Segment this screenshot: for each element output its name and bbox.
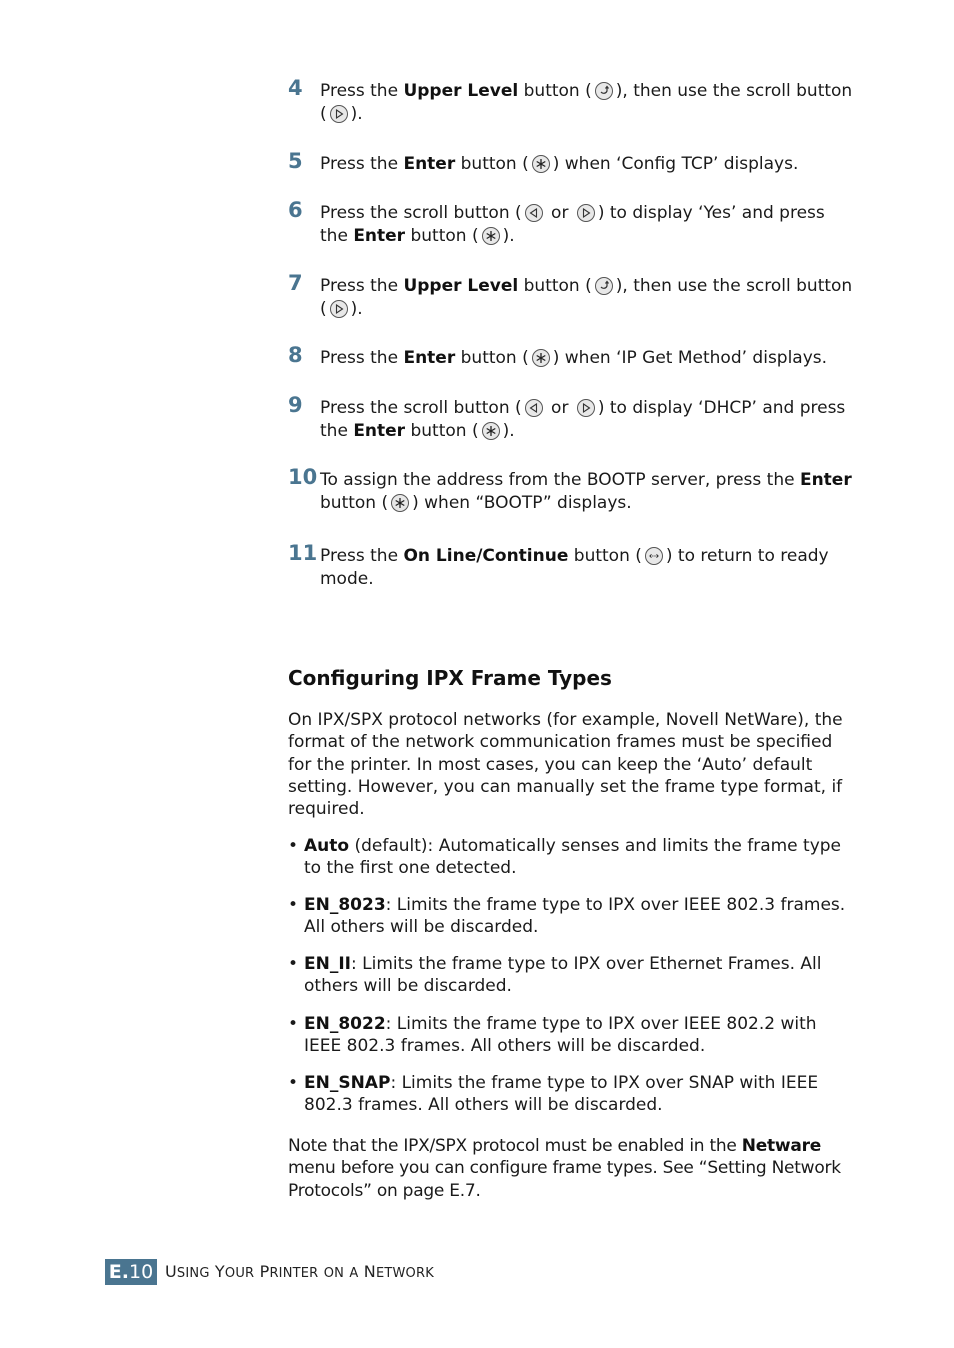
step-4 <box>288 76 858 125</box>
upper-level-icon <box>595 82 613 100</box>
scroll-right-icon <box>330 300 348 318</box>
list-item-en8023: • EN_8023: Limits the frame type to IPX over IEEE 802.3 frames. All others will be discarded. <box>288 895 846 938</box>
list-item-auto: • Auto (default): Automatically senses and limits the frame type to the first one detected. <box>288 836 842 879</box>
scroll-right-icon <box>577 204 595 222</box>
bullet-icon: • <box>288 1014 299 1034</box>
step-number: 6 <box>288 198 303 222</box>
step-10 <box>288 465 858 514</box>
scroll-left-icon <box>525 399 543 417</box>
list-item-en8022: • EN_8022: Limits the frame type to IPX over IEEE 802.2 with IEEE 802.3 frames. All others will be discarded. <box>288 1014 817 1057</box>
bullet-icon: • <box>288 954 299 974</box>
page-number-badge: E.10 <box>105 1259 157 1285</box>
step-text: To assign the address from the BOOTP server, press the Enter button ( ) when “BOOTP” displays. <box>320 470 852 513</box>
scroll-right-icon <box>330 105 348 123</box>
step-text: Press the On Line/Continue button ( ) to return to ready mode. <box>320 546 829 589</box>
step-text: Press the Enter button ( ) when ‘Config TCP’ displays. <box>320 154 799 174</box>
bullet-icon: • <box>288 1073 299 1093</box>
enter-icon <box>532 349 550 367</box>
step-11 <box>288 541 858 590</box>
chapter-title: USING YOUR PRINTER ON A NETWORK <box>165 1262 434 1281</box>
step-text: Press the Upper Level button ( ), then use the scroll button ( ). <box>320 81 853 124</box>
step-5 <box>288 149 858 176</box>
step-6 <box>288 198 858 247</box>
upper-level-icon <box>595 277 613 295</box>
list-item-enii: • EN_II: Limits the frame type to IPX over Ethernet Frames. All others will be discarded. <box>288 954 822 997</box>
step-number: 10 <box>288 465 318 489</box>
enter-icon <box>482 227 500 245</box>
step-8 <box>288 343 868 370</box>
online-continue-icon <box>645 547 663 565</box>
step-number: 8 <box>288 343 303 367</box>
enter-icon <box>532 155 550 173</box>
step-number: 5 <box>288 149 303 173</box>
scroll-left-icon <box>525 204 543 222</box>
enter-icon <box>391 494 409 512</box>
step-number: 9 <box>288 393 303 417</box>
step-9 <box>288 393 858 442</box>
step-7 <box>288 271 858 320</box>
scroll-right-icon <box>577 399 595 417</box>
step-text: Press the Enter button ( ) when ‘IP Get Method’ displays. <box>320 348 828 368</box>
step-number: 4 <box>288 76 303 100</box>
enter-icon <box>482 422 500 440</box>
section-note: Note that the IPX/SPX protocol must be enabled in the Netware menu before you can configure frame types. See “Setting Network Protocols” on page E.7. <box>288 1136 841 1201</box>
section-heading: Configuring IPX Frame Types <box>288 666 612 690</box>
bullet-icon: • <box>288 895 299 915</box>
section-intro: On IPX/SPX protocol networks (for example, Novell NetWare), the format of the network communication frames must be specified for the printer. In most cases, you can keep the ‘Auto’ default setting. However, you can manually set the frame type format, if required. <box>288 710 843 820</box>
step-text: Press the Upper Level button ( ), then use the scroll button ( ). <box>320 276 853 319</box>
step-text: Press the scroll button ( or ) to display ‘DHCP’ and press the Enter button ( ). <box>320 398 846 441</box>
step-text: Press the scroll button ( or ) to display ‘Yes’ and press the Enter button ( ). <box>320 203 825 246</box>
bullet-icon: • <box>288 836 299 856</box>
step-number: 7 <box>288 271 303 295</box>
step-number: 11 <box>288 541 318 565</box>
list-item-ensnap: • EN_SNAP: Limits the frame type to IPX over SNAP with IEEE 802.3 frames. All others will be discarded. <box>288 1073 819 1116</box>
